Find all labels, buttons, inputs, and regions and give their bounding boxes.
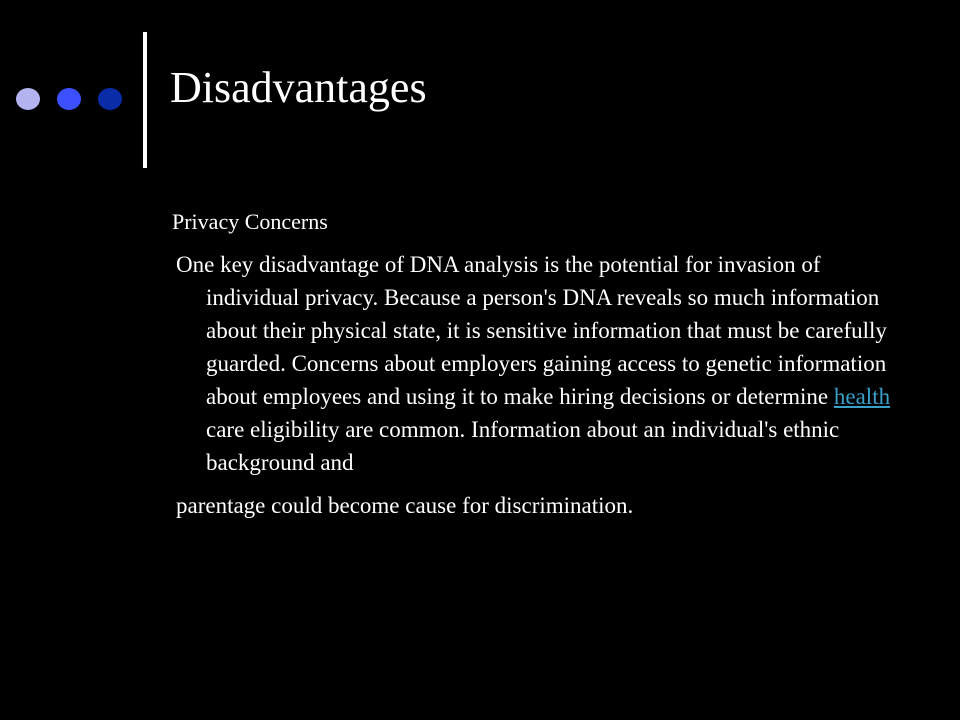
bullet-dot-medium — [57, 88, 81, 110]
slide-title: Disadvantages — [170, 63, 427, 112]
section-heading: Privacy Concerns — [172, 209, 328, 234]
paragraph-text-after-link: care eligibility are common. Information about an individual's ethnic background and — [206, 417, 840, 475]
bullet-dot-dark — [98, 88, 122, 110]
health-link[interactable]: health — [833, 384, 891, 409]
body-paragraph — [176, 248, 891, 522]
paragraph-last-line: parentage could become cause for discrimination. — [176, 493, 634, 518]
title-divider — [143, 32, 147, 168]
bullet-dot-light — [16, 88, 40, 110]
paragraph-text-before-link: One key disadvantage of DNA analysis is the potential for invasion of individual privacy. Because a person's DNA reveals so much information about their physical state, it is sensitive information that must be carefully guarded. Concerns about employers gaining access to genetic information about employees and using it to make hiring decisions or determine — [176, 252, 887, 409]
